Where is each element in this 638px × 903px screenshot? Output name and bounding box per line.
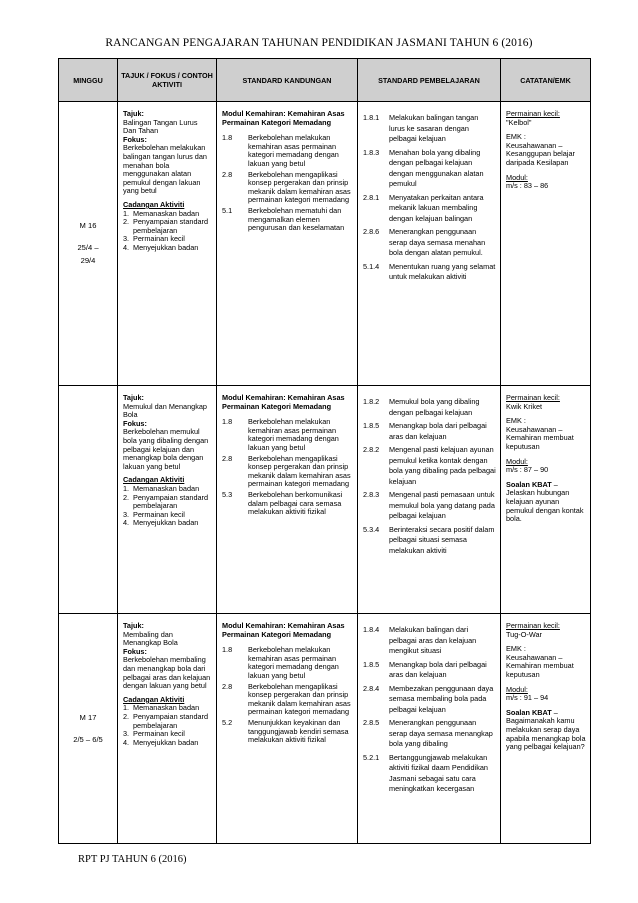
header-standard-kandungan: STANDARD KANDUNGAN — [217, 59, 358, 102]
list-item: 5.2.1 Bertanggungjawab melakukan aktiviti fizikal daam Pendidikan Jasmani sebagai satu cara meningkatkan kecergasan — [363, 752, 488, 793]
tajuk-label: Tajuk: — [123, 621, 144, 630]
modul-title: Modul Kemahiran: Kemahiran Asas Permainan Kategori Memadang — [222, 109, 345, 127]
list-item: 2.8.5 Menerangkan penggunaan serap daya semasa menangkap bola yang dibaling — [363, 718, 493, 748]
permainan-value: Tug-O-War — [506, 629, 542, 639]
list-item: 4. Menyejukkan badan — [123, 518, 199, 528]
list-item: 2.8.2 Mengenal pasti kelajuan ayunan pemukul ketika kontak dengan bola yang dibaling pada pelbagai kelajuan — [363, 445, 496, 486]
page-title: RANCANGAN PENGAJARAN TAHUNAN PENDIDIKAN JASMANI TAHUN 6 (2016) — [105, 37, 533, 49]
table-header-row — [59, 59, 591, 102]
header-catatan: CATATAN/EMK — [501, 59, 591, 102]
tajuk-label: Tajuk: — [123, 109, 144, 118]
tajuk-cell — [118, 386, 217, 614]
rpt-table — [58, 58, 591, 844]
list-item: 1.8.5 Menangkap bola dari pelbagai aras dan kelajuan — [363, 659, 487, 679]
standard-pembelajaran-cell — [358, 614, 501, 844]
modul-value: m/s : 83 – 86 — [506, 181, 549, 191]
tajuk-cell — [118, 614, 217, 844]
fokus-label: Fokus: — [123, 646, 147, 656]
list-item: 1.8 Berkebolehan melakukan kemahiran asas permainan kategori memadang dengan lakuan yang betul — [222, 133, 339, 168]
list-item: 5.1 Berkebolehan mematuhi dan mengamalkan elemen pengurusan dan keselamatan — [222, 205, 345, 233]
fokus-text: Berkebolehan melakukan balingan tangan lurus dan menahan bola menggunakan alatan pemukul dengan lakuan yang betul — [123, 143, 207, 196]
week-label: M 17 — [79, 712, 97, 722]
list-item: 5.3 Berkebolehan berkomunikasi dalam pelbagai cara semasa melakukan aktiviti fizikal — [222, 489, 343, 517]
week-date-end: 29/4 — [80, 256, 96, 265]
week-date: 25/4 – — [77, 243, 99, 252]
tajuk-text: Membaling dan Menangkap Bola — [123, 629, 178, 648]
fokus-text: Berkebolehan membaling dan menangkap bola dari pelbagai aras dan kelajuan dengan lakuan yang betul — [123, 655, 211, 691]
list-item: 3. Permainan kecil — [123, 729, 185, 739]
list-item: 2.8.6 Menerangkan penggunaan serap daya semasa menahan bola dengan alatan pemukul. — [363, 227, 486, 257]
kbat-text: Jelaskan hubungan kelajuan ayunan pemukul dengan kontak bola. — [506, 488, 584, 524]
tajuk-label: Tajuk: — [123, 393, 144, 402]
list-item: 5.1.4 Menentukan ruang yang selamat untuk melakukan aktiviti — [363, 261, 496, 281]
modul-title: Modul Kemahiran: Kemahiran Asas Permainan Kategori Memadang — [222, 393, 345, 411]
modul-value: m/s : 87 – 90 — [506, 465, 549, 475]
fokus-text: Berkebolehan memukul bola yang dibaling dengan pelbagai kelajuan dan menangkap bola dengan lakuan yang betul — [123, 427, 209, 471]
emk-label: EMK : — [506, 416, 526, 426]
kbat-label: Soalan KBAT — [506, 479, 552, 489]
minggu-cell — [59, 614, 118, 844]
list-item: 1. Memanaskan badan — [123, 483, 200, 493]
list-item: 2.8.4 Membezakan penggunaan daya semasa membaling bola pada pelbagai kelajuan — [363, 683, 494, 714]
list-item: 1.8 Berkebolehan melakukan kemahiran asas permainan kategori memadang dengan lakuan yang betul — [222, 645, 339, 680]
cadangan-label: Cadangan Aktiviti — [123, 199, 185, 209]
kbat-text: Bagaimanakah kamu melakukan serap daya apabila menangkap bola yang pelbagai kelajuan? — [506, 716, 586, 752]
header-tajuk: TAJUK / FOKUS / CONTOH AKTIVITI — [118, 59, 217, 102]
list-item: 3. Permainan kecil — [123, 234, 185, 244]
catatan-cell: Permainan kecil: Tug-O-War EMK : Keusahawanan – Kemahiran membuat keputusan Modul: m/s : 91 – 94 Soalan KBAT – Bagaimanakah kamu melakukan serap daya apabila menangkap bola yang pelbagai kelajuan? — [501, 614, 591, 844]
emk-value: Keusahawanan – Kemahiran membuat keputusan — [506, 424, 574, 451]
aktiviti-list — [123, 485, 212, 528]
cadangan-label: Cadangan Aktiviti — [123, 694, 185, 704]
list-item: 4. Menyejukkan badan — [123, 737, 199, 747]
standard-kandungan-cell — [217, 102, 358, 386]
standard-kandungan-cell — [217, 614, 358, 844]
modul-value: m/s : 91 – 94 — [506, 693, 549, 703]
standard-pembelajaran-cell — [358, 386, 501, 614]
list-item: 5.2 Menunjukkan keyakinan dan tanggungjawab kendiri semasa melakukan aktiviti fizikal — [222, 717, 349, 745]
list-item: 2. Penyampaian standard pembelajaran — [123, 492, 209, 511]
tajuk-cell — [118, 102, 217, 386]
table-row — [59, 386, 591, 614]
standard-kandungan-cell — [217, 386, 358, 614]
list-item: 3. Permainan kecil — [123, 509, 185, 519]
header-minggu: MINGGU — [59, 59, 118, 102]
header-standard-pembelajaran: STANDARD PEMBELAJARAN — [358, 59, 501, 102]
cadangan-label: Cadangan Aktiviti — [123, 475, 185, 485]
permainan-label: Permainan kecil: — [506, 109, 560, 118]
week-label: M 16 — [79, 221, 97, 230]
catatan-cell: Permainan kecil: Kwik Kriket EMK : Keusahawanan – Kemahiran membuat keputusan Modul: m/s : 87 – 90 Soalan KBAT – Jelaskan hubungan kelajuan ayunan pemukul dengan kontak bola. — [501, 386, 591, 614]
page-footer: RPT PJ TAHUN 6 (2016) — [78, 854, 187, 865]
list-item: 2.8 Berkebolehan mengaplikasi konsep pergerakan dan prinsip mekanik dalam kemahiran asas permainan kategori memadang — [222, 453, 351, 489]
list-item: 4. Menyejukkan badan — [123, 242, 199, 252]
table-row — [59, 614, 591, 844]
standard-pembelajaran-cell — [358, 102, 501, 386]
emk-value: Keusahawanan – Kemahiran membuat keputusan — [506, 652, 574, 679]
modul-label: Modul: — [506, 456, 528, 466]
fokus-label: Fokus: — [123, 134, 147, 144]
catatan-cell — [501, 102, 591, 386]
tajuk-text: Memukul dan Menangkap Bola — [123, 401, 207, 420]
tajuk-text: Balingan Tangan Lurus Dan Tahan — [123, 117, 198, 136]
list-item: 2. Penyampaian standard pembelajaran — [123, 711, 209, 730]
list-item: 2.8 Berkebolehan mengaplikasi konsep pergerakan dan prinsip mekanik dalam kemahiran asas permainan kategori memadang — [222, 169, 351, 205]
aktiviti-list — [123, 704, 212, 747]
list-item: 2.8.3 Mengenal pasti pemasaan untuk memukul bola yang datang pada pelbagai kelajuan — [363, 490, 495, 520]
modul-label: Modul: — [506, 684, 528, 694]
modul-label: Modul: — [506, 172, 528, 182]
fokus-label: Fokus: — [123, 418, 147, 428]
permainan-label: Permainan kecil: — [506, 393, 560, 402]
permainan-label: Permainan kecil: — [506, 621, 560, 630]
list-item: 1.8.1 Melakukan balingan tangan lurus ke sasaran dengan pelbagai kelajuan — [363, 113, 479, 143]
emk-label: EMK : — [506, 644, 526, 654]
permainan-value: "Kelbol" — [506, 117, 532, 127]
list-item: 2. Penyampaian standard pembelajaran — [123, 217, 209, 235]
list-item: 1.8 Berkebolehan melakukan kemahiran asas permainan kategori memadang dengan lakuan yang betul — [222, 417, 339, 452]
list-item: 1.8.3 Menahan bola yang dibaling dengan pelbagai kelajuan dengan menggunakan alatan pemukul — [363, 147, 484, 188]
list-item: 1. Memanaskan badan — [123, 703, 200, 713]
emk-label: EMK : — [506, 132, 526, 142]
list-item: 2.8 Berkebolehan mengaplikasi konsep pergerakan dan prinsip mekanik dalam kemahiran asas permainan kategori memadang — [222, 681, 351, 717]
table-row — [59, 102, 591, 386]
list-item: 1. Memanaskan badan — [123, 208, 200, 218]
permainan-value: Kwik Kriket — [506, 401, 543, 411]
list-item: 2.8.1 Menyatakan perkaitan antara mekanik lakuan membaling dengan kelajuan balingan — [363, 192, 484, 223]
list-item: 1.8.4 Melakukan balingan dari pelbagai aras dan kelajuan mengikut situasi — [363, 625, 477, 655]
minggu-cell — [59, 102, 118, 386]
list-item: 1.8.2 Memukul bola yang dibaling dengan pelbagai kelajuan — [363, 397, 480, 417]
list-item: 1.8.5 Menangkap bola dari pelbagai aras dan kelajuan — [363, 421, 487, 441]
kbat-label: Soalan KBAT — [506, 707, 552, 717]
minggu-cell — [59, 386, 118, 614]
aktiviti-list — [123, 210, 212, 253]
modul-title: Modul Kemahiran: Kemahiran Asas Permainan Kategori Memadang — [222, 621, 345, 639]
emk-value: Keusahawanan – Kesanggupan belajar daripada Kesilapan — [506, 140, 575, 167]
list-item: 5.3.4 Berinteraksi secara positif dalam pelbagai situasi semasa melakukan aktiviti — [363, 524, 495, 555]
week-date: 2/5 – 6/5 — [73, 734, 103, 744]
